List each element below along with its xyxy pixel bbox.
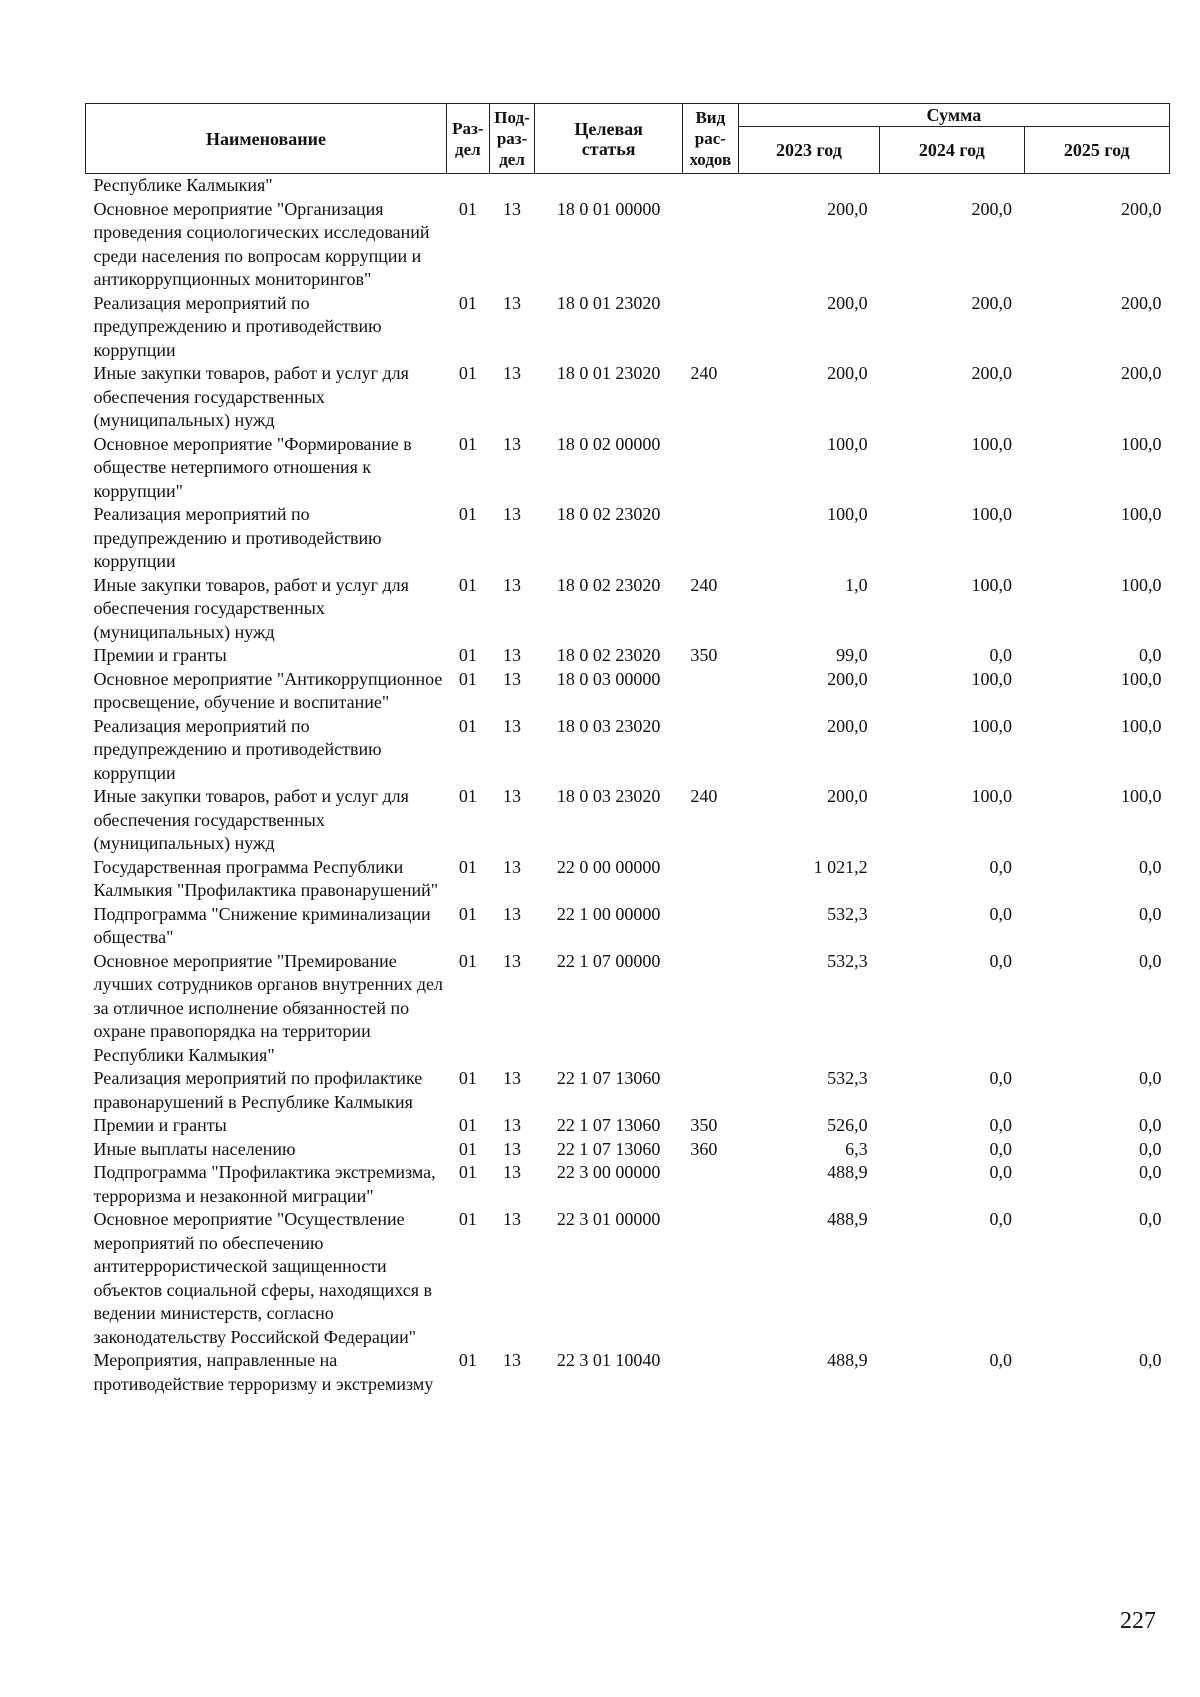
row-section: 01 xyxy=(458,950,477,971)
header-section-text: Раз- дел xyxy=(452,118,484,159)
row-target: 22 0 00 00000 xyxy=(556,856,661,877)
row-sum-2023: 100,0 xyxy=(827,433,868,454)
header-name: Наименование xyxy=(86,104,447,174)
row-name: Основное мероприятие "Осуществление мероприятий по обеспечению антитеррористической защищенности объектов социальной сферы, находящихся в ведении министерств, согласно законодательству Российской Федерации" xyxy=(93,1209,433,1347)
row-expense-type xyxy=(682,433,738,504)
row-sum-2025: 100,0 xyxy=(1121,504,1162,524)
header-section xyxy=(446,104,489,174)
row-sum-2024: 100,0 xyxy=(971,574,1012,595)
row-target: 22 1 07 13060 xyxy=(556,1115,661,1135)
row-target: 22 1 07 00000 xyxy=(556,950,661,971)
row-expense-type: 350 xyxy=(690,1115,718,1135)
row-expense-type xyxy=(682,1067,738,1114)
row-sum-2023: 200,0 xyxy=(827,668,868,689)
row-expense-type: 350 xyxy=(690,645,718,665)
row-name: Основное мероприятие "Формирование в обществе нетерпимого отношения к коррупции" xyxy=(93,433,412,501)
row-expense-type xyxy=(682,1349,738,1396)
row-sum-2024: 0,0 xyxy=(989,1209,1012,1229)
row-section: 01 xyxy=(458,504,477,524)
row-target: 18 0 03 23020 xyxy=(556,786,661,806)
row-sum-2023: 200,0 xyxy=(827,363,868,383)
row-sum-2024: 100,0 xyxy=(971,668,1012,689)
row-subsection: 13 xyxy=(503,363,522,383)
table-row xyxy=(86,785,1170,856)
row-sum-2025: 0,0 xyxy=(1139,950,1162,971)
row-name: Республике Калмыкия" xyxy=(93,175,273,195)
row-sum-2023: 200,0 xyxy=(827,198,868,219)
row-name: Подпрограмма "Снижение криминализации общества" xyxy=(93,903,431,947)
row-section: 01 xyxy=(458,433,477,454)
row-sum-2023: 532,3 xyxy=(827,950,868,971)
row-sum-2025: 0,0 xyxy=(1139,1162,1162,1182)
row-target: 18 0 02 23020 xyxy=(556,645,661,665)
row-target: 18 0 03 23020 xyxy=(556,715,661,736)
header-year-2024: 2024 год xyxy=(880,127,1024,174)
row-section: 01 xyxy=(458,786,477,806)
row-expense-type xyxy=(682,1161,738,1208)
row-subsection: 13 xyxy=(503,1162,522,1182)
row-sum-2023: 99,0 xyxy=(836,645,868,665)
row-subsection: 13 xyxy=(503,786,522,806)
header-year-2025: 2025 год xyxy=(1024,127,1170,174)
row-expense-type xyxy=(682,856,738,903)
row-sum-2024: 0,0 xyxy=(989,1350,1012,1370)
row-sum-2023: 200,0 xyxy=(827,715,868,736)
table-row xyxy=(86,433,1170,504)
table-row xyxy=(86,668,1170,715)
row-subsection: 13 xyxy=(503,1350,522,1370)
table-row xyxy=(86,174,1170,198)
row-name: Премии и гранты xyxy=(93,645,227,665)
row-subsection: 13 xyxy=(503,950,522,971)
row-sum-2025: 0,0 xyxy=(1139,856,1162,877)
row-subsection: 13 xyxy=(503,668,522,689)
row-expense-type xyxy=(682,1208,738,1349)
row-sum-2023: 532,3 xyxy=(827,1068,868,1088)
row-sum-2024 xyxy=(880,174,1024,198)
row-subsection: 13 xyxy=(503,856,522,877)
row-sum-2024: 100,0 xyxy=(971,715,1012,736)
row-sum-2025: 200,0 xyxy=(1121,292,1162,313)
row-sum-2024: 0,0 xyxy=(989,1068,1012,1088)
row-subsection: 13 xyxy=(503,574,522,595)
row-subsection: 13 xyxy=(503,1138,522,1159)
row-target: 18 0 01 23020 xyxy=(556,363,661,383)
row-expense-type xyxy=(682,174,738,198)
row-expense-type xyxy=(682,198,738,292)
row-section: 01 xyxy=(458,1138,477,1159)
header-year-2023: 2023 год xyxy=(738,127,879,174)
row-sum-2025: 0,0 xyxy=(1139,1115,1162,1135)
row-sum-2023: 526,0 xyxy=(827,1115,868,1135)
header-expense-type xyxy=(682,104,738,174)
row-expense-type: 360 xyxy=(690,1138,718,1159)
row-subsection xyxy=(489,174,535,198)
row-target: 18 0 02 23020 xyxy=(556,504,661,524)
table-row xyxy=(86,1161,1170,1208)
row-target: 18 0 03 00000 xyxy=(556,668,661,689)
row-name: Мероприятия, направленные на противодействие терроризму и экстремизму xyxy=(93,1350,434,1394)
row-section: 01 xyxy=(458,715,477,736)
table-row xyxy=(86,1067,1170,1114)
row-section: 01 xyxy=(458,645,477,665)
row-target: 22 1 07 13060 xyxy=(556,1138,661,1159)
row-sum-2025 xyxy=(1024,174,1170,198)
row-name: Основное мероприятие "Премирование лучших сотрудников органов внутренних дел за отличное исполнение обязанностей по охране правопорядка на территории Республики Калмыкия" xyxy=(93,950,443,1065)
table-row xyxy=(86,1138,1170,1162)
row-expense-type xyxy=(682,503,738,574)
row-section: 01 xyxy=(458,903,477,924)
row-name: Основное мероприятие "Антикоррупционное просвещение, обучение и воспитание" xyxy=(93,668,443,712)
table-row xyxy=(86,1349,1170,1396)
row-sum-2025: 100,0 xyxy=(1121,715,1162,736)
row-sum-2025: 0,0 xyxy=(1139,1138,1162,1159)
row-name: Подпрограмма "Профилактика экстремизма, терроризма и незаконной миграции" xyxy=(93,1162,436,1206)
row-subsection: 13 xyxy=(503,645,522,665)
row-sum-2024: 0,0 xyxy=(989,950,1012,971)
row-sum-2024: 0,0 xyxy=(989,645,1012,665)
row-sum-2023: 488,9 xyxy=(827,1162,868,1182)
row-sum-2025: 0,0 xyxy=(1139,645,1162,665)
row-sum-2024: 100,0 xyxy=(971,433,1012,454)
row-sum-2024: 100,0 xyxy=(971,786,1012,806)
row-sum-2024: 0,0 xyxy=(989,1115,1012,1135)
row-target: 18 0 02 00000 xyxy=(556,433,661,454)
row-target xyxy=(535,174,682,198)
row-section: 01 xyxy=(458,198,477,219)
row-name: Реализация мероприятий по профилактике правонарушений в Республике Калмыкия xyxy=(93,1068,423,1112)
row-sum-2025: 200,0 xyxy=(1121,198,1162,219)
row-section: 01 xyxy=(458,363,477,383)
row-sum-2025: 100,0 xyxy=(1121,574,1162,595)
table-row xyxy=(86,1208,1170,1349)
table-row xyxy=(86,1114,1170,1138)
row-sum-2024: 200,0 xyxy=(971,198,1012,219)
row-name: Реализация мероприятий по предупреждению и противодействию коррупции xyxy=(93,292,382,360)
row-sum-2024: 100,0 xyxy=(971,504,1012,524)
table-row xyxy=(86,950,1170,1068)
row-name: Иные закупки товаров, работ и услуг для обеспечения государственных (муниципальных) нужд xyxy=(93,786,409,853)
table-row xyxy=(86,362,1170,433)
row-sum-2023: 6,3 xyxy=(845,1138,868,1159)
row-sum-2024: 0,0 xyxy=(989,903,1012,924)
row-sum-2023: 200,0 xyxy=(827,292,868,313)
row-expense-type xyxy=(682,950,738,1068)
row-subsection: 13 xyxy=(503,1068,522,1088)
row-sum-2024: 200,0 xyxy=(971,292,1012,313)
row-subsection: 13 xyxy=(503,504,522,524)
row-section: 01 xyxy=(458,1162,477,1182)
row-expense-type xyxy=(682,715,738,786)
header-sum: Сумма xyxy=(738,104,1169,127)
row-target: 18 0 02 23020 xyxy=(556,574,661,595)
row-sum-2025: 0,0 xyxy=(1139,1068,1162,1088)
row-target: 22 3 00 00000 xyxy=(556,1162,661,1182)
row-subsection: 13 xyxy=(503,292,522,313)
row-sum-2025: 0,0 xyxy=(1139,903,1162,924)
header-expense-type-text: Вид рас- ходов xyxy=(689,108,732,169)
row-sum-2023: 200,0 xyxy=(827,786,868,806)
row-section: 01 xyxy=(458,574,477,595)
row-sum-2023: 488,9 xyxy=(827,1350,868,1370)
row-expense-type: 240 xyxy=(690,574,718,595)
row-sum-2024: 0,0 xyxy=(989,1162,1012,1182)
table-row xyxy=(86,198,1170,292)
row-sum-2025: 100,0 xyxy=(1121,786,1162,806)
row-sum-2025: 0,0 xyxy=(1139,1209,1162,1229)
row-sum-2024: 0,0 xyxy=(989,856,1012,877)
row-target: 22 1 07 13060 xyxy=(556,1068,661,1088)
row-name: Реализация мероприятий по предупреждению и противодействию коррупции xyxy=(93,504,382,571)
row-sum-2024: 0,0 xyxy=(989,1138,1012,1159)
row-section: 01 xyxy=(458,1068,477,1088)
row-section: 01 xyxy=(458,292,477,313)
row-sum-2023: 1,0 xyxy=(845,574,868,595)
row-name: Иные выплаты населению xyxy=(93,1138,296,1159)
row-sum-2025: 0,0 xyxy=(1139,1350,1162,1370)
row-subsection: 13 xyxy=(503,903,522,924)
row-subsection: 13 xyxy=(503,1115,522,1135)
row-sum-2025: 200,0 xyxy=(1121,363,1162,383)
header-subsection-text: Под- раз- дел xyxy=(494,108,530,169)
table-header xyxy=(86,104,1170,174)
row-section: 01 xyxy=(458,856,477,877)
header-target xyxy=(535,104,682,174)
row-name: Иные закупки товаров, работ и услуг для обеспечения государственных (муниципальных) нужд xyxy=(93,574,409,642)
row-section: 01 xyxy=(458,1350,477,1370)
table-body xyxy=(86,174,1170,1397)
row-name: Иные закупки товаров, работ и услуг для обеспечения государственных (муниципальных) нужд xyxy=(93,363,409,430)
table-row xyxy=(86,644,1170,668)
row-target: 22 3 01 00000 xyxy=(556,1209,661,1229)
row-name: Государственная программа Республики Калмыкия "Профилактика правонарушений" xyxy=(93,856,439,900)
row-section: 01 xyxy=(458,668,477,689)
row-name: Премии и гранты xyxy=(93,1115,227,1135)
row-sum-2023 xyxy=(738,174,879,198)
row-section xyxy=(446,174,489,198)
row-section: 01 xyxy=(458,1209,477,1229)
row-expense-type xyxy=(682,903,738,950)
row-sum-2023: 532,3 xyxy=(827,903,868,924)
budget-table xyxy=(85,103,1170,1396)
row-sum-2023: 1 021,2 xyxy=(813,856,868,877)
row-subsection: 13 xyxy=(503,1209,522,1229)
row-subsection: 13 xyxy=(503,433,522,454)
row-sum-2025: 100,0 xyxy=(1121,668,1162,689)
row-sum-2023: 100,0 xyxy=(827,504,868,524)
row-subsection: 13 xyxy=(503,715,522,736)
row-expense-type xyxy=(682,668,738,715)
row-expense-type xyxy=(682,292,738,363)
row-section: 01 xyxy=(458,1115,477,1135)
row-target: 22 1 00 00000 xyxy=(556,903,661,924)
row-name: Основное мероприятие "Организация проведения социологических исследований среди населения по вопросам коррупции и антикоррупционных мониторингов" xyxy=(93,198,430,289)
table-row xyxy=(86,574,1170,645)
row-target: 18 0 01 23020 xyxy=(556,292,661,313)
header-subsection xyxy=(489,104,535,174)
row-expense-type: 240 xyxy=(690,786,718,806)
row-target: 18 0 01 00000 xyxy=(556,198,661,219)
table-row xyxy=(86,715,1170,786)
row-sum-2023: 488,9 xyxy=(827,1209,868,1229)
row-target: 22 3 01 10040 xyxy=(556,1350,661,1370)
table-row xyxy=(86,856,1170,903)
row-expense-type: 240 xyxy=(690,363,718,383)
row-sum-2025: 100,0 xyxy=(1121,433,1162,454)
header-target-text: Целевая статья xyxy=(574,118,643,159)
page-number: 227 xyxy=(1120,1608,1156,1634)
table-row xyxy=(86,292,1170,363)
row-name: Реализация мероприятий по предупреждению и противодействию коррупции xyxy=(93,715,382,783)
table-row xyxy=(86,903,1170,950)
row-sum-2024: 200,0 xyxy=(971,363,1012,383)
row-subsection: 13 xyxy=(503,198,522,219)
table-row xyxy=(86,503,1170,574)
